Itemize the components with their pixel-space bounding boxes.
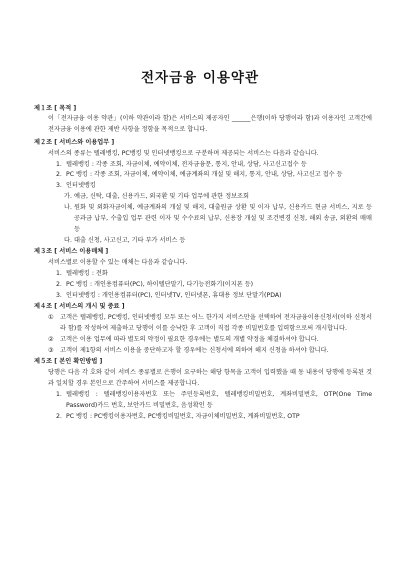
clause-item: ③ 고객이 제1항의 서비스 이용을 중단하고자 할 경우에는 신청서에 의하여 해지 신청을 하셔야 합니다. xyxy=(48,346,329,354)
list-item: 2. PC 뱅킹 : 각종 조회, 자금이체, 예약이체, 예금계좌의 개설 및 해지, 통지, 안내, 상담, 사고신고 접수 등 xyxy=(56,171,343,179)
article-5-heading: 제５조 [ 본인 확인방법 ] xyxy=(34,358,103,366)
clause-item: ① 고객은 텔레뱅킹, PC뱅킹, 인터넷뱅킹 모두 또는 어느 한가지 서비스만을 선택하여 전자금융이용신청서(이하 신청서라 함)를 작성하여 제출하고 당행이 이를 승낙한 후 고객이 직접 각종 비밀번호를 입력함으로써 개시합니다. xyxy=(48,314,372,333)
list-item: 2. PC 뱅킹 : PC뱅킹이용자번호, PC뱅킹비밀번호, 자금이체비밀번호, 계좌비밀번호, OTP xyxy=(56,412,300,420)
article-2-heading: 제２조 [ 서비스와 이용업무 ] xyxy=(34,138,115,146)
article-3-text: 서비스별로 이용할 수 있는 매체는 다음과 같습니다. xyxy=(48,259,188,267)
sub-item: 가. 예금, 신탁, 대출, 신용카드, 외국환 및 기타 업무에 관한 정보조회 xyxy=(64,193,249,201)
article-3-heading: 제３조 [ 서비스 이용매체 ] xyxy=(34,248,109,256)
article-2-text: 서비스의 종류는 텔레뱅킹, PC뱅킹 및 인터넷뱅킹으로 구분하며 제공되는 서비스는 다음과 같습니다. xyxy=(48,149,319,157)
list-item: 1. 텔레뱅킹 : 각종 조회, 자금이체, 예약이체, 전자금융문, 통지, 안내, 상담, 사고신고접수 등 xyxy=(56,160,307,168)
article-4-heading: 제４조 [ 서비스의 개시 및 중료 ] xyxy=(34,303,125,311)
sub-item: 다. 대출 신청, 사고신고, 기타 부가 서비스 등 xyxy=(64,236,186,244)
article-1-heading: 제１조 [ 목적 ] xyxy=(34,104,77,112)
article-5-text: 당행은 다음 각 호와 같이 서비스 종류별로 은행이 요구하는 해당 항목을 고객이 입력했을 때 동 내용이 당행에 등록된 것과 일치할 경우 본인으로 간주하여 서비스를 제공합니다. xyxy=(48,369,372,388)
terms-body xyxy=(34,103,372,423)
list-item: 1. 텔레뱅킹 : 텔레뱅킹이용자번호 또는 주민등록번호, 텔레뱅킹비밀번호, 계좌비밀번호, OTP(One Time Password)카드 번호, 보안카드 비밀번호, 음성확인 등 xyxy=(56,391,372,409)
list-item: 3. 인터넷뱅킹 : 개인용컴퓨터(PC), 인터넷TV, 인터넷폰, 휴대용 정보 단말기(PDA) xyxy=(56,291,282,299)
clause-item: ② 고객은 이용 업무에 따라 별도의 약정이 필요한 경우에는 별도의 개별 약정을 체결하셔야 합니다. xyxy=(48,336,319,344)
list-item: 3. 인터넷뱅킹 xyxy=(56,182,96,190)
list-item: 2. PC 뱅킹 : 개인용컴퓨터(PC), 하이텔단말기, 다기능전화기(이지폰 등) xyxy=(56,281,254,288)
sub-item: 나. 원화 및 외화자금이체, 예금계좌의 개설 및 해지, 대출원금 상환 및 이자 납부, 신용카드 현금 서비스, 지로 등 공과금 납부, 수출입 업무 관련 이자 및 수수료의 납부, 신용장 개설 및 조건변경 신청, 해외 송금, 외환의 매매 등 xyxy=(64,204,372,233)
document-title: 전자금융 이용약관 xyxy=(140,70,260,86)
article-1-text: 이「전자금융 이용 약관」(이하 약관이라 함)은 서비스의 제공자인 ______은행(이하 당행이라 함)과 이용자인 고객간에 전자금융 이용에 관한 제반 사항을 정함을 목적으로 합니다. xyxy=(48,115,372,134)
list-item: 1. 텔레뱅킹 : 전화 xyxy=(56,270,108,278)
